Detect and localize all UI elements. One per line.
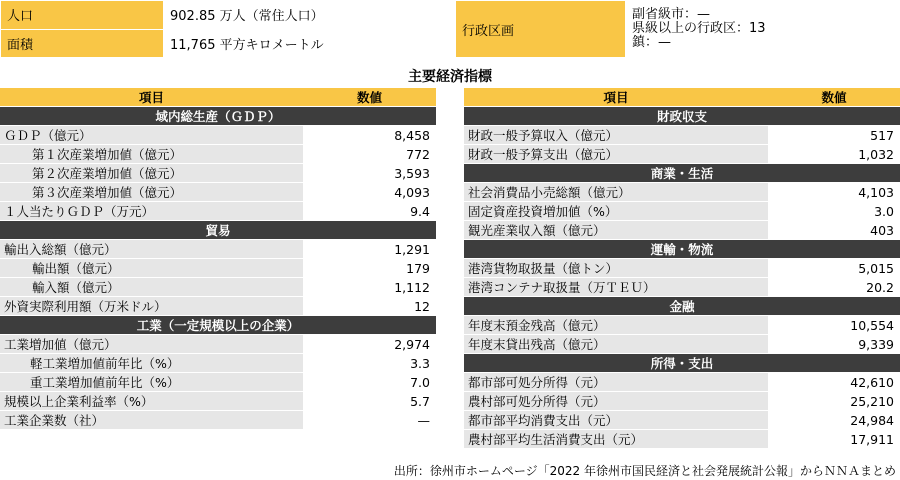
admin-division-value <box>626 1 900 58</box>
indicator-value: 8,458 <box>303 126 436 145</box>
category-row <box>0 107 436 126</box>
admin-line-districts: 県級以上の行政区：13 <box>632 21 766 36</box>
indicator-label: ＧＤＰ（億元） <box>0 126 303 145</box>
category-row <box>0 221 436 240</box>
indicator-label: 農村部可処分所得（元） <box>464 392 768 411</box>
indicator-label: 輸出額（億元） <box>0 259 303 278</box>
area-label: 面積 <box>1 29 164 58</box>
indicator-label: 都市部平均消費支出（元） <box>464 411 768 430</box>
indicator-value: 4,093 <box>303 183 436 202</box>
indicator-value: 5,015 <box>768 259 900 278</box>
indicator-label: 規模以上企業利益率（%） <box>0 392 303 411</box>
indicator-row <box>464 259 900 278</box>
indicator-label: 工業増加値（億元） <box>0 335 303 354</box>
indicator-row <box>0 278 436 297</box>
category-row <box>464 354 900 373</box>
indicator-label: 観光産業収入額（億元） <box>464 221 768 240</box>
indicator-value: 1,112 <box>303 278 436 297</box>
indicator-row <box>464 221 900 240</box>
category-label: 貿易 <box>0 221 436 240</box>
indicator-value: 3.3 <box>303 354 436 373</box>
admin-line-city: 副省級市：— <box>632 7 711 22</box>
indicator-value: 3.0 <box>768 202 900 221</box>
indicator-value: 403 <box>768 221 900 240</box>
population-value: 902.85 万人（常住人口） <box>164 1 456 30</box>
area-value: 11,765 平方キロメートル <box>164 29 456 58</box>
indicator-value: 9.4 <box>303 202 436 221</box>
indicator-row <box>0 240 436 259</box>
indicator-row <box>0 202 436 221</box>
indicator-label: 輸出入総額（億元） <box>0 240 303 259</box>
indicator-value: 12 <box>303 297 436 316</box>
indicator-row <box>0 259 436 278</box>
indicator-row <box>464 278 900 297</box>
indicator-label: 固定資産投資増加値（%） <box>464 202 768 221</box>
category-row <box>464 240 900 259</box>
category-label: 工業（一定規模以上の企業） <box>0 316 436 335</box>
indicator-value: 17,911 <box>768 430 900 449</box>
indicator-row <box>464 145 900 164</box>
indicator-label: 外資実際利用額（万米ドル） <box>0 297 303 316</box>
indicator-label: 都市部可処分所得（元） <box>464 373 768 392</box>
indicator-value: 7.0 <box>303 373 436 392</box>
right-indicator-table <box>464 88 900 449</box>
indicator-row <box>0 354 436 373</box>
indicator-row <box>464 183 900 202</box>
admin-line-towns: 鎮：— <box>632 35 672 50</box>
indicator-row <box>0 164 436 183</box>
indicator-row <box>464 411 900 430</box>
indicator-row <box>464 430 900 449</box>
left-indicator-table <box>0 88 436 430</box>
indicator-value: 20.2 <box>768 278 900 297</box>
indicator-row <box>464 373 900 392</box>
category-row <box>464 107 900 126</box>
indicator-label: 年度末貸出残高（億元） <box>464 335 768 354</box>
indicator-row <box>464 335 900 354</box>
indicator-value: 25,210 <box>768 392 900 411</box>
indicator-row <box>464 316 900 335</box>
category-label: 域内総生産（ＧＤＰ） <box>0 107 436 126</box>
indicator-value: 2,974 <box>303 335 436 354</box>
population-label: 人口 <box>1 1 164 30</box>
indicator-value: 1,291 <box>303 240 436 259</box>
indicator-label: 社会消費品小売総額（億元） <box>464 183 768 202</box>
indicator-label: 輸入額（億元） <box>0 278 303 297</box>
header-value: 数値 <box>768 88 900 107</box>
category-row <box>464 164 900 183</box>
indicator-label: 農村部平均生活消費支出（元） <box>464 430 768 449</box>
indicator-row <box>464 126 900 145</box>
header-row <box>464 88 900 107</box>
indicator-row <box>0 373 436 392</box>
indicator-row <box>464 392 900 411</box>
indicator-label: 財政一般予算収入（億元） <box>464 126 768 145</box>
indicator-label: 第１次産業増加値（億元） <box>0 145 303 164</box>
indicator-value: 4,103 <box>768 183 900 202</box>
indicator-value: 24,984 <box>768 411 900 430</box>
header-item: 項目 <box>464 88 768 107</box>
indicator-label: 軽工業増加値前年比（%） <box>0 354 303 373</box>
indicator-value: 517 <box>768 126 900 145</box>
category-label: 運輸・物流 <box>464 240 900 259</box>
indicator-value: 772 <box>303 145 436 164</box>
header-value: 数値 <box>303 88 436 107</box>
header-item: 項目 <box>0 88 303 107</box>
indicator-value: 9,339 <box>768 335 900 354</box>
indicator-value: 3,593 <box>303 164 436 183</box>
category-label: 財政収支 <box>464 107 900 126</box>
indicator-value: 179 <box>303 259 436 278</box>
admin-division-label: 行政区画 <box>456 1 626 58</box>
indicator-row <box>0 145 436 164</box>
indicator-value: — <box>303 411 436 430</box>
indicator-row <box>0 183 436 202</box>
indicator-label: 年度末預金残高（億元） <box>464 316 768 335</box>
section-title: 主要経済指標 <box>408 69 492 85</box>
indicator-label: 工業企業数（社） <box>0 411 303 430</box>
category-row <box>464 297 900 316</box>
indicator-label: 財政一般予算支出（億元） <box>464 145 768 164</box>
indicator-row <box>464 202 900 221</box>
indicator-label: 第３次産業増加値（億元） <box>0 183 303 202</box>
indicator-label: 第２次産業増加値（億元） <box>0 164 303 183</box>
indicator-value: 42,610 <box>768 373 900 392</box>
category-label: 商業・生活 <box>464 164 900 183</box>
indicator-label: 重工業増加値前年比（%） <box>0 373 303 392</box>
indicator-value: 10,554 <box>768 316 900 335</box>
indicator-row <box>0 411 436 430</box>
indicator-label: 港湾貨物取扱量（億トン） <box>464 259 768 278</box>
indicator-row <box>0 297 436 316</box>
category-label: 金融 <box>464 297 900 316</box>
indicator-label: 港湾コンテナ取扱量（万ＴＥＵ） <box>464 278 768 297</box>
indicator-row <box>0 392 436 411</box>
category-label: 所得・支出 <box>464 354 900 373</box>
indicator-row <box>0 126 436 145</box>
source-note: 出所：徐州市ホームページ「2022 年徐州市国民経済と社会発展統計公報」からＮＮＡまとめ <box>393 464 896 478</box>
indicator-label: １人当たりＧＤＰ（万元） <box>0 202 303 221</box>
indicator-row <box>0 335 436 354</box>
header-row <box>0 88 436 107</box>
city-profile-table <box>0 0 900 58</box>
indicator-value: 1,032 <box>768 145 900 164</box>
indicator-value: 5.7 <box>303 392 436 411</box>
category-row <box>0 316 436 335</box>
